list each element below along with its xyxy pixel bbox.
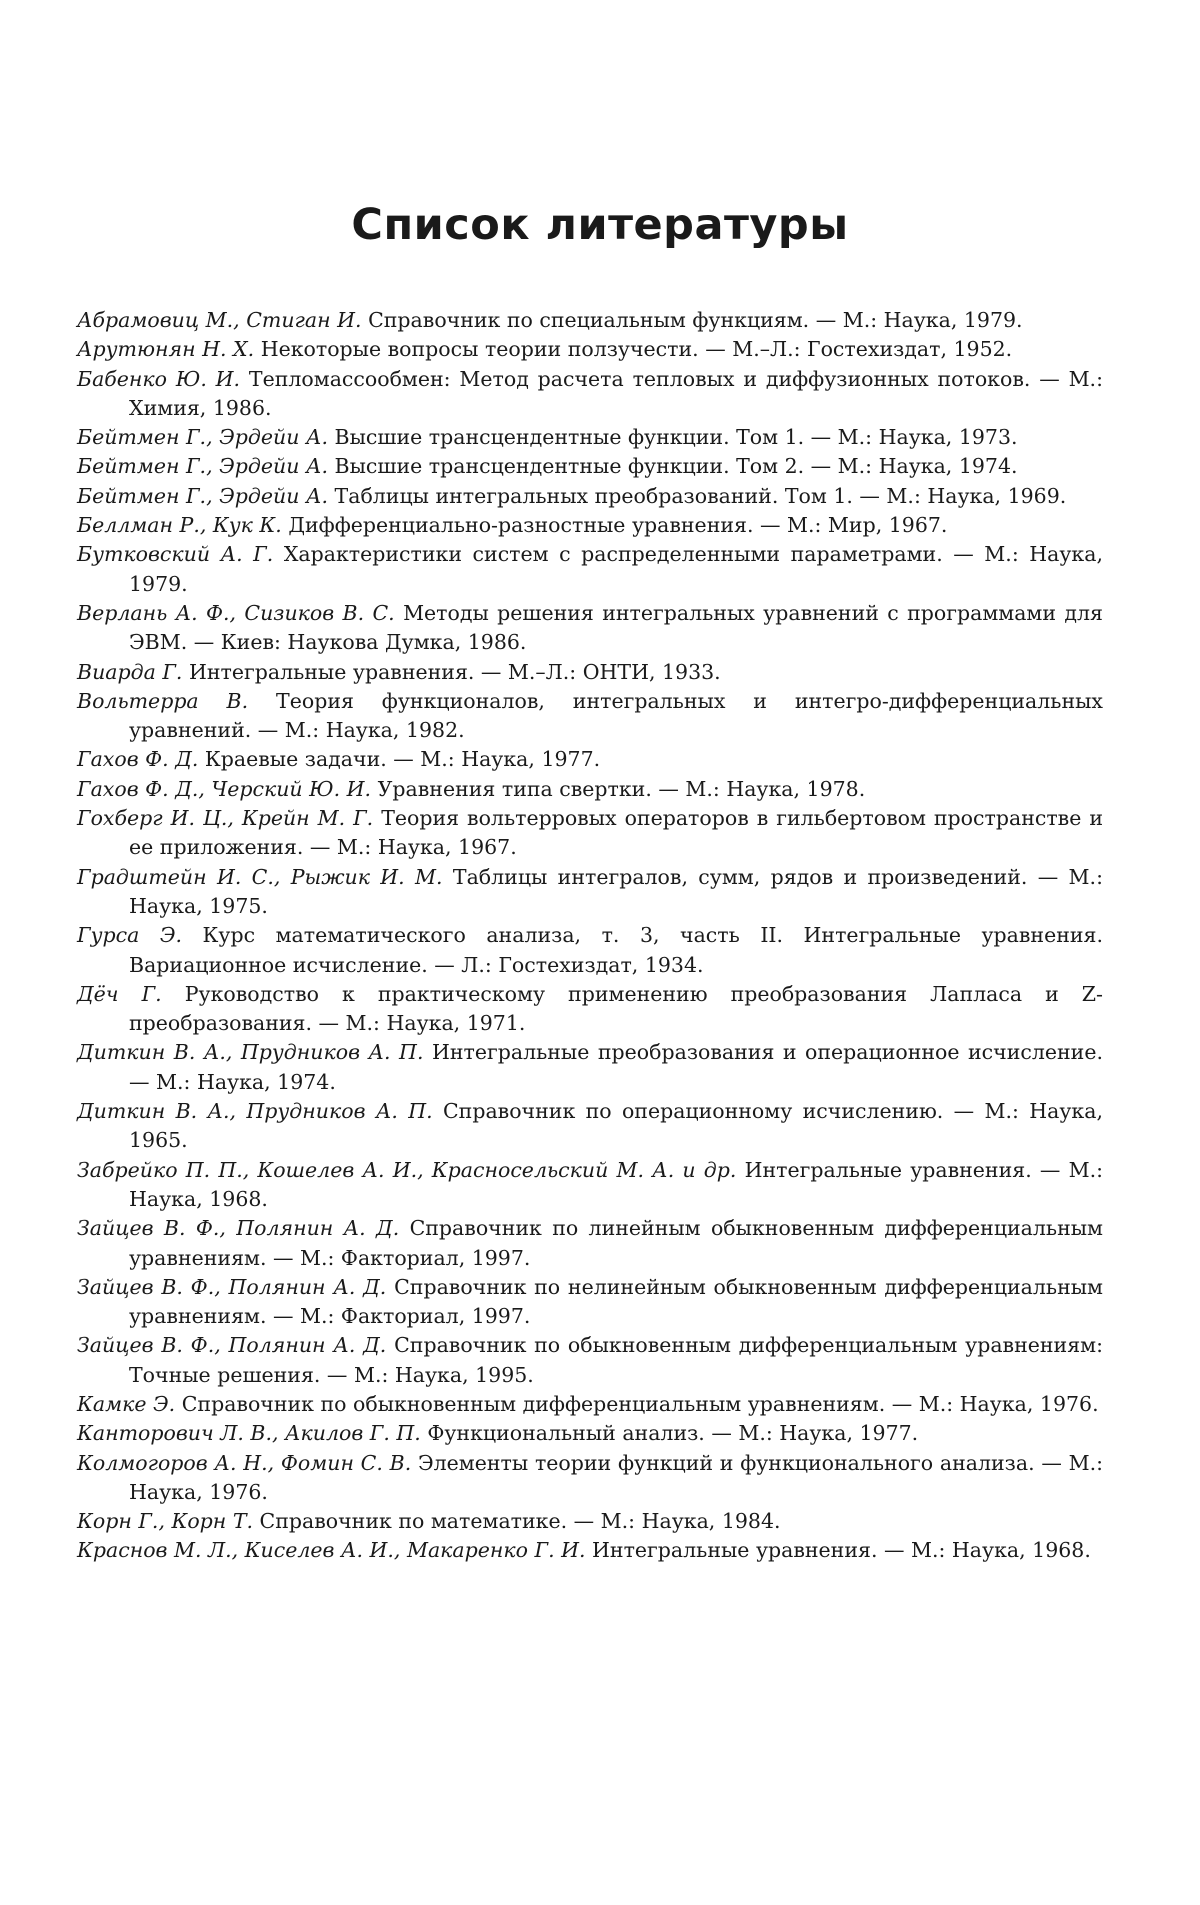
reference-authors: Бутковский А. Г. [77, 542, 274, 567]
reference-authors: Арутюнян Н. Х. [77, 337, 255, 362]
reference-text: Курс математического анализа, т. 3, часть II. Интегральные уравнения. Вариационное исчисление. — Л.: Гостехиздат, 1934. [129, 923, 1103, 977]
reference-text: Справочник по линейным обыкновенным дифференциальным уравнениям. — М.: Факториал, 1997. [129, 1216, 1103, 1270]
reference-authors: Краснов М. Л., Киселев А. И., Макаренко Г. И. [77, 1538, 586, 1563]
reference-text: Краевые задачи. — М.: Наука, 1977. [204, 747, 601, 772]
reference-authors: Гахов Ф. Д., Черский Ю. И. [77, 776, 372, 801]
reference-authors: Бейтмен Г., Эрдейи А. [77, 454, 329, 479]
reference-text: Высшие трансцендентные функции. Том 2. — М.: Наука, 1974. [334, 454, 1018, 479]
reference-authors: Абрамовиц М., Стиган И. [77, 308, 362, 332]
reference-text: Таблицы интегральных преобразований. Том 1. — М.: Наука, 1969. [334, 483, 1067, 508]
reference-authors: Гурса Э. [77, 923, 183, 948]
reference-entry [77, 306, 1103, 335]
reference-entry [77, 1536, 1103, 1565]
reference-entry [77, 921, 1103, 980]
reference-text: Интегральные преобразования и операционное исчисление. — М.: Наука, 1974. [129, 1040, 1103, 1094]
reference-text: Справочник по обыкновенным дифференциальным уравнениям: Точные решения. — М.: Наука, 1995. [129, 1333, 1103, 1387]
reference-authors: Забрейко П. П., Кошелев А. И., Красносельский М. А. и др. [77, 1157, 737, 1182]
reference-text: Элементы теории функций и функционального анализа. — М.: Наука, 1976. [129, 1450, 1103, 1504]
reference-authors: Бейтмен Г., Эрдейи А. [77, 425, 329, 450]
reference-text: Интегральные уравнения. — М.: Наука, 1968. [592, 1538, 1091, 1563]
reference-text: Уравнения типа свертки. — М.: Наука, 1978. [377, 776, 866, 801]
reference-text: Характеристики систем с распределенными параметрами. — М.: Наука, 1979. [129, 542, 1103, 596]
reference-entry [77, 540, 1103, 599]
reference-entry [77, 365, 1103, 424]
reference-authors: Гохберг И. Ц., Крейн М. Г. [77, 806, 374, 831]
reference-text: Теория вольтерровых операторов в гильбертовом пространстве и ее приложения. — М.: Наука, 1967. [129, 806, 1103, 860]
reference-entry [77, 745, 1103, 774]
reference-entry [77, 1507, 1103, 1536]
reference-entry [77, 658, 1103, 687]
reference-text: Интегральные уравнения. — М.: Наука, 1968. [129, 1157, 1103, 1211]
reference-authors: Бейтмен Г., Эрдейи А. [77, 483, 329, 508]
reference-text: Тепломассообмен: Метод расчета тепловых и диффузионных потоков. — М.: Химия, 1986. [129, 366, 1103, 420]
reference-text: Справочник по операционному исчислению. — М.: Наука, 1965. [129, 1099, 1103, 1153]
reference-authors: Зайцев В. Ф., Полянин А. Д. [77, 1216, 400, 1241]
reference-entry [77, 1390, 1103, 1419]
reference-text: Справочник по специальным функциям. — М.: Наука, 1979. [368, 308, 1023, 332]
reference-text: Теория функционалов, интегральных и интегро-дифференциальных уравнений. — М.: Наука, 1982. [129, 688, 1103, 743]
reference-entry [77, 511, 1103, 540]
reference-entry [77, 1038, 1103, 1097]
reference-text: Таблицы интегралов, сумм, рядов и произведений. — М.: Наука, 1975. [129, 864, 1103, 918]
reference-text: Высшие трансцендентные функции. Том 1. — М.: Наука, 1973. [334, 425, 1018, 450]
reference-authors: Бабенко Ю. И. [77, 366, 241, 391]
reference-entry [77, 1273, 1103, 1332]
reference-entry [77, 1331, 1103, 1390]
page-title: Список литературы [351, 200, 849, 250]
reference-entry [77, 335, 1103, 364]
reference-authors: Диткин В. А., Прудников А. П. [77, 1099, 433, 1124]
reference-entry [77, 980, 1103, 1039]
reference-text: Дифференциально-разностные уравнения. — М.: Мир, 1967. [288, 513, 948, 538]
reference-authors: Камке Э. [77, 1391, 176, 1416]
reference-text: Справочник по математике. — М.: Наука, 1984. [259, 1509, 781, 1534]
reference-text: Некоторые вопросы теории ползучести. — М.–Л.: Гостехиздат, 1952. [260, 337, 1013, 362]
reference-entry [77, 1097, 1103, 1156]
reference-entry [77, 863, 1103, 922]
reference-entry [77, 599, 1103, 658]
reference-authors: Гахов Ф. Д. [77, 747, 199, 772]
reference-entry [77, 1449, 1103, 1508]
reference-text: Методы решения интегральных уравнений с программами для ЭВМ. — Киев: Наукова Думка, 1986. [129, 600, 1103, 655]
reference-authors: Диткин В. А., Прудников А. П. [77, 1040, 424, 1065]
reference-authors: Колмогоров А. Н., Фомин С. В. [77, 1450, 412, 1475]
reference-entry [77, 482, 1103, 511]
reference-entry [77, 1419, 1103, 1448]
reference-text: Справочник по нелинейным обыкновенным дифференциальным уравнениям. — М.: Факториал, 1997. [129, 1274, 1104, 1329]
reference-authors: Градштейн И. С., Рыжик И. М. [77, 864, 443, 889]
reference-entry [77, 423, 1103, 452]
reference-text: Справочник по обыкновенным дифференциальным уравнениям. — М.: Наука, 1976. [181, 1391, 1099, 1416]
reference-authors: Дёч Г. [77, 981, 162, 1006]
reference-authors: Канторович Л. В., Акилов Г. П. [77, 1421, 421, 1446]
reference-entry [77, 1156, 1103, 1215]
reference-entry [77, 804, 1103, 863]
reference-text: Функциональный анализ. — М.: Наука, 1977. [427, 1421, 919, 1446]
reference-list [77, 306, 1103, 1566]
reference-entry [77, 775, 1103, 804]
reference-authors: Зайцев В. Ф., Полянин А. Д. [77, 1274, 387, 1299]
reference-authors: Беллман Р., Кук К. [77, 513, 282, 538]
reference-text: Интегральные уравнения. — М.–Л.: ОНТИ, 1933. [188, 659, 721, 684]
reference-entry [77, 687, 1103, 746]
reference-authors: Корн Г., Корн Т. [77, 1509, 254, 1534]
reference-authors: Виарда Г. [77, 659, 183, 684]
reference-authors: Вольтерра В. [77, 688, 249, 713]
reference-authors: Зайцев В. Ф., Полянин А. Д. [77, 1333, 387, 1358]
reference-authors: Верлань А. Ф., Сизиков В. С. [77, 600, 395, 625]
reference-entry [77, 452, 1103, 481]
reference-entry [77, 1214, 1103, 1273]
reference-text: Руководство к практическому применению преобразования Лапласа и Z-преобразования. — М.: Наука, 1971. [129, 981, 1103, 1036]
